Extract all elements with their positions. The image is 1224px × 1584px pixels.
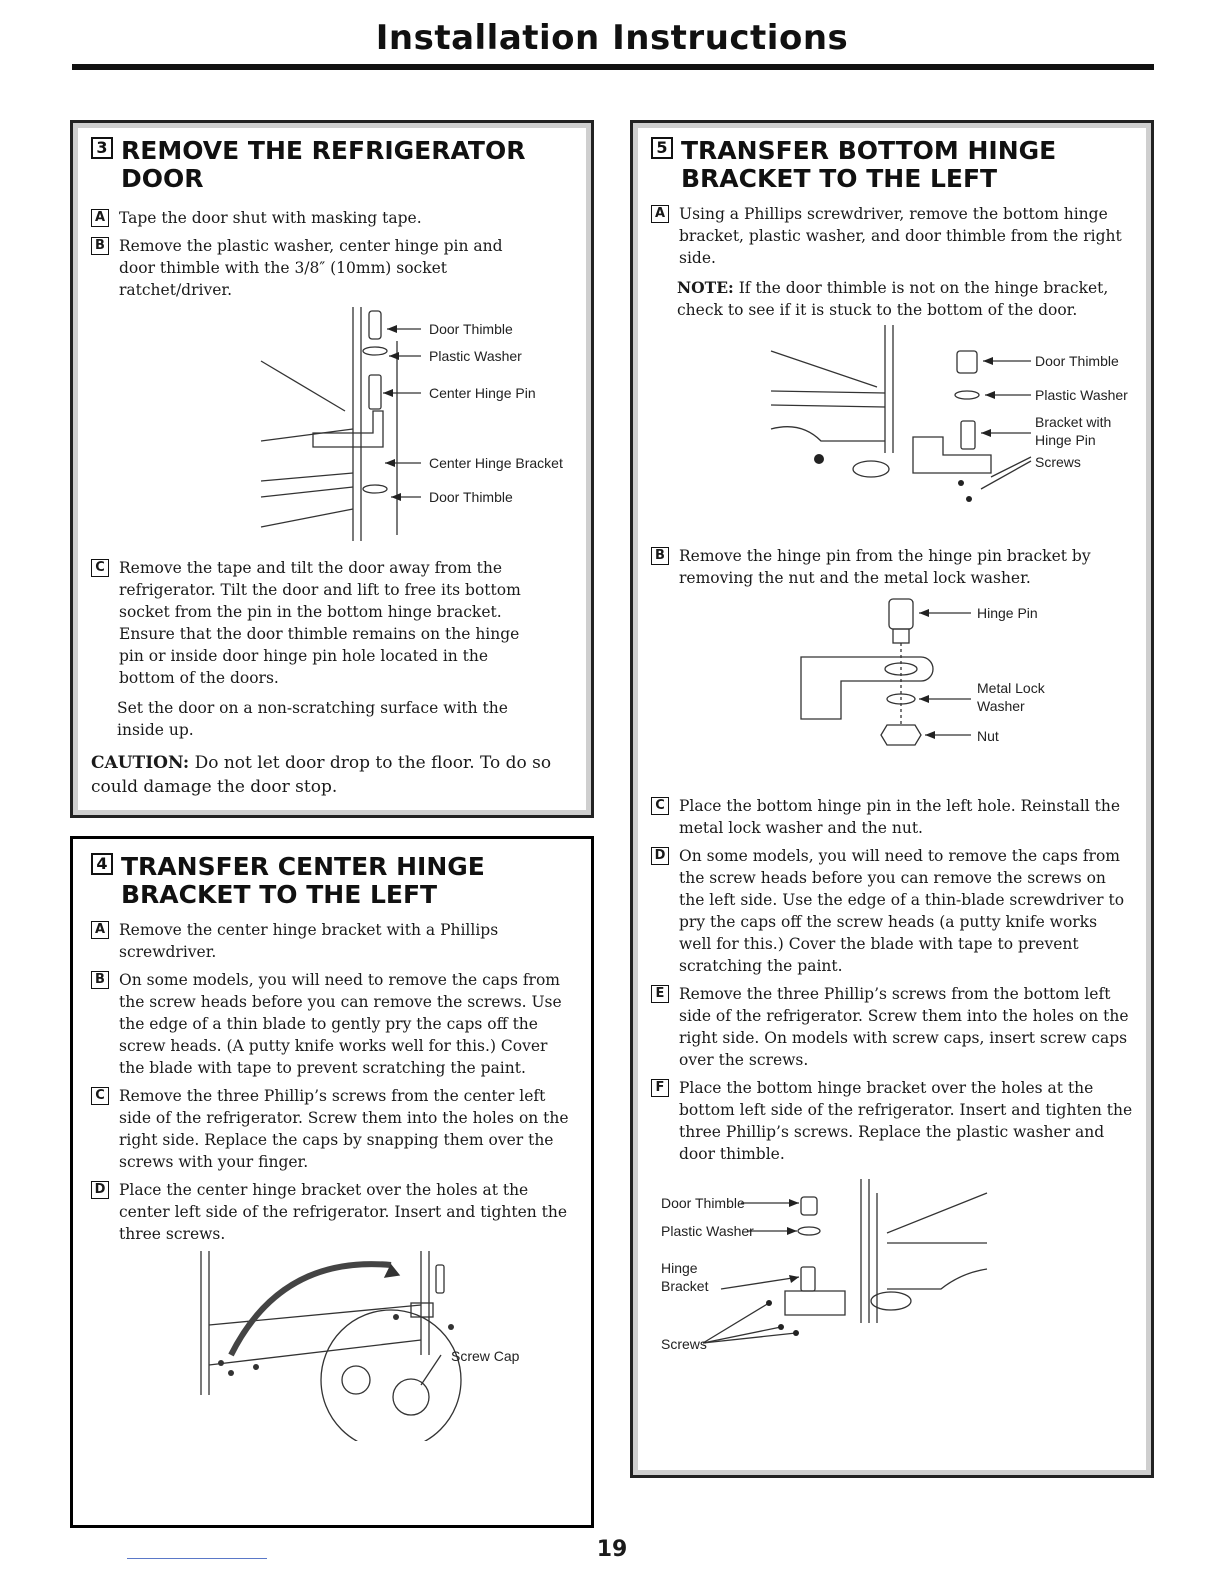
step-text: Place the bottom hinge pin in the left hole. Reinstall the metal lock washer and the nut. xyxy=(679,797,1121,837)
figure-label-center-hinge-bracket: Center Hinge Bracket xyxy=(429,455,563,471)
step-text: On some models, you will need to remove the caps from the screw heads before you can remove the screws on the left side. Use the edge of a thin-blade screwdriver to pry the caps off the screw heads (a putty knife works well for this.) Cover the blade with tape to prevent scratching the paint. xyxy=(679,847,1125,975)
figure-label-hinge-pin: Hinge Pin xyxy=(977,605,1038,621)
step-letter: F xyxy=(651,1079,669,1097)
step-letter: E xyxy=(651,985,669,1003)
step-letter: B xyxy=(91,237,109,255)
figure-label-plastic-washer: Plastic Washer xyxy=(1035,387,1128,403)
section-3-heading xyxy=(91,137,573,193)
section-3-number: 3 xyxy=(91,137,113,159)
step-5a xyxy=(651,203,1133,269)
section-3-remove-door xyxy=(70,120,594,818)
note-text: If the door thimble is not on the hinge bracket, check to see if it is stuck to the bottom of the door. xyxy=(677,279,1109,319)
figure-label-bracket: Bracket xyxy=(661,1278,709,1294)
step-letter: A xyxy=(91,921,109,939)
note-paragraph xyxy=(651,277,1133,321)
step-text: Place the center hinge bracket over the holes at the center left side of the refrigerator. Insert and tighten the three screws. xyxy=(119,1181,568,1243)
step-4d xyxy=(91,1179,573,1245)
figure-label-nut: Nut xyxy=(977,728,999,744)
figure-bottom-hinge-install-svg xyxy=(651,1173,1139,1373)
step-text: Remove the three Phillip’s screws from the bottom left side of the refrigerator. Screw them into the holes on the right side. On models with screw caps, insert screw caps over the screws. xyxy=(679,985,1129,1069)
figure-hinge-pin-svg xyxy=(651,589,1139,789)
figure-label-washer: Washer xyxy=(977,698,1025,714)
step-4c xyxy=(91,1085,573,1173)
section-4-number: 4 xyxy=(91,853,113,875)
step-letter: C xyxy=(91,559,109,577)
figure-label-screws: Screws xyxy=(661,1336,707,1352)
step-text: Using a Phillips screwdriver, remove the bottom hinge bracket, plastic washer, and door thimble from the right side. xyxy=(679,205,1122,267)
step-letter: B xyxy=(91,971,109,989)
title-rule xyxy=(72,64,1154,70)
step-4b xyxy=(91,969,573,1079)
section-4-transfer-center-hinge xyxy=(70,836,594,1528)
figure-label-center-hinge-pin: Center Hinge Pin xyxy=(429,385,536,401)
footer-link-rule xyxy=(127,1558,267,1559)
figure-label-plastic-washer: Plastic Washer xyxy=(661,1223,754,1239)
step-text: Remove the three Phillip’s screws from the center left side of the refrigerator. Screw them into the holes on the right side. Replace the caps by snapping them over the screws with your finger. xyxy=(119,1087,569,1171)
step-3c xyxy=(91,557,573,689)
figure-remove-door-svg xyxy=(91,301,579,551)
section-5-heading xyxy=(651,137,1133,193)
figure-center-hinge-svg xyxy=(91,1245,579,1441)
section-3-title: REMOVE THE REFRIGERATOR DOOR xyxy=(121,136,526,193)
page-title: Installation Instructions xyxy=(375,18,849,58)
step-5b xyxy=(651,545,1133,589)
caution-text: Do not let door drop to the floor. To do so could damage the door stop. xyxy=(91,753,552,797)
step-letter: D xyxy=(651,847,669,865)
step-text: Remove the center hinge bracket with a Phillips screwdriver. xyxy=(119,921,499,961)
figure-label-door-thimble: Door Thimble xyxy=(661,1195,745,1211)
step-letter: A xyxy=(91,209,109,227)
step-text: Remove the hinge pin from the hinge pin bracket by removing the nut and the metal lock washer. xyxy=(679,547,1091,587)
figure-label-door-thimble: Door Thimble xyxy=(1035,353,1119,369)
step-letter: C xyxy=(651,797,669,815)
note-label: NOTE: xyxy=(677,278,734,297)
figure-hinge-pin xyxy=(651,589,1133,789)
caution-label: CAUTION: xyxy=(91,753,190,773)
step-5d xyxy=(651,845,1133,977)
step-text: Place the bottom hinge bracket over the holes at the bottom left side of the refrigerator. Insert and tighten the three Phillip’s screws. Replace the plastic washer and door thimble. xyxy=(679,1079,1133,1163)
step-text: Remove the tape and tilt the door away from the refrigerator. Tilt the door and lift to free its bottom socket from the pin in the bottom hinge bracket. Ensure that the door thimble remains on the hinge pin or inside door hinge pin hole located in the bottom of the doors. xyxy=(119,559,521,687)
section-5-number: 5 xyxy=(651,137,673,159)
step-letter: C xyxy=(91,1087,109,1105)
figure-label-metal-lock: Metal Lock xyxy=(977,680,1045,696)
step-letter: A xyxy=(651,205,669,223)
step-5f xyxy=(651,1077,1133,1165)
figure-label-screws: Screws xyxy=(1035,454,1081,470)
figure-label-hinge: Hinge xyxy=(661,1260,698,1276)
step-letter: D xyxy=(91,1181,109,1199)
figure-remove-door xyxy=(91,301,573,551)
step-letter: B xyxy=(651,547,669,565)
step-text: Tape the door shut with masking tape. xyxy=(119,209,422,227)
step-5e xyxy=(651,983,1133,1071)
step-3b xyxy=(91,235,573,301)
figure-bottom-hinge-removal-svg xyxy=(651,321,1139,539)
section-4-heading xyxy=(91,853,573,909)
page-number: 19 xyxy=(596,1537,628,1562)
figure-label-hinge-pin: Hinge Pin xyxy=(1035,432,1096,448)
figure-label-screw-cap: Screw Cap xyxy=(451,1348,520,1364)
step-3a xyxy=(91,207,573,229)
section-4-title: TRANSFER CENTER HINGE BRACKET TO THE LEFT xyxy=(121,852,485,909)
figure-bottom-hinge-removal xyxy=(651,321,1133,539)
section-5-title: TRANSFER BOTTOM HINGE BRACKET TO THE LEFT xyxy=(681,136,1057,193)
figure-center-hinge xyxy=(91,1245,573,1441)
figure-label-plastic-washer: Plastic Washer xyxy=(429,348,522,364)
step-text: On some models, you will need to remove the caps from the screw heads before you can remove the screws. Use the edge of a thin blade to gently pry the caps off the screw heads. (A putty knife works well for this.) Cover the blade with tape to prevent scratching the paint. xyxy=(119,971,562,1077)
figure-label-door-thimble-bottom: Door Thimble xyxy=(429,489,513,505)
figure-label-bracket-with: Bracket with xyxy=(1035,414,1112,430)
step-text: Remove the plastic washer, center hinge pin and door thimble with the 3/8″ (10mm) socket ratchet/driver. xyxy=(119,237,503,299)
figure-label-door-thimble: Door Thimble xyxy=(429,321,513,337)
set-door-paragraph: Set the door on a non-scratching surface with the inside up. xyxy=(117,699,508,739)
step-5c xyxy=(651,795,1133,839)
step-4a xyxy=(91,919,573,963)
figure-bottom-hinge-install xyxy=(651,1173,1133,1373)
caution-note xyxy=(91,751,573,799)
section-5-transfer-bottom-hinge xyxy=(630,120,1154,1478)
